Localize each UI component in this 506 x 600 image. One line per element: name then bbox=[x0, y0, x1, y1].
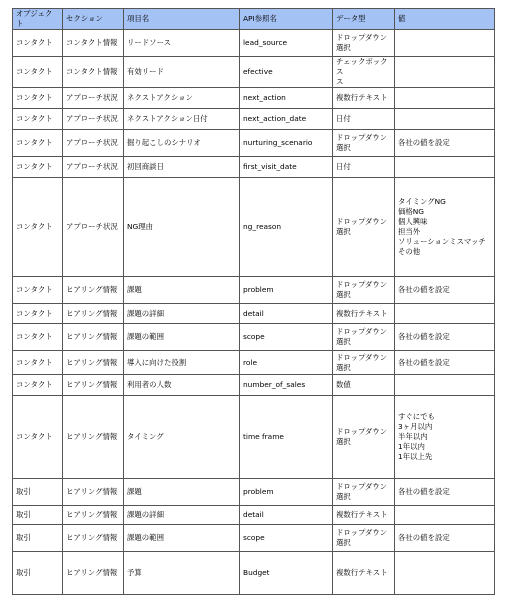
cell-data-type: 複数行テキスト bbox=[333, 506, 395, 525]
cell-object: コンタクト bbox=[13, 109, 63, 130]
cell-data-type: ドロップダウン 選択 bbox=[333, 324, 395, 351]
cell-value bbox=[395, 304, 495, 324]
cell-section: コンタクト情報 bbox=[63, 57, 124, 88]
cell-object: 取引 bbox=[13, 552, 63, 595]
table-row bbox=[13, 109, 495, 130]
cell-api-name: efective bbox=[240, 57, 333, 88]
cell-value bbox=[395, 552, 495, 595]
cell-data-type: ドロップダウン 選択 bbox=[333, 178, 395, 277]
cell-value bbox=[395, 88, 495, 109]
cell-object: コンタクト bbox=[13, 88, 63, 109]
cell-field-name: ネクストアクション日付 bbox=[124, 109, 240, 130]
cell-value: 各社の値を設定 bbox=[395, 525, 495, 552]
cell-api-name: problem bbox=[240, 479, 333, 506]
cell-object: コンタクト bbox=[13, 277, 63, 304]
cell-section: コンタクト情報 bbox=[63, 30, 124, 57]
cell-object: コンタクト bbox=[13, 351, 63, 375]
cell-value: すぐにでも 3ヶ月以内 半年以内 1年以内 1年以上先 bbox=[395, 396, 495, 479]
cell-api-name: problem bbox=[240, 277, 333, 304]
cell-section: ヒアリング情報 bbox=[63, 506, 124, 525]
cell-section: ヒアリング情報 bbox=[63, 304, 124, 324]
header-section: セクション bbox=[63, 9, 124, 30]
cell-value bbox=[395, 30, 495, 57]
cell-data-type: チェックボックス ス bbox=[333, 57, 395, 88]
header-row bbox=[13, 9, 495, 30]
cell-value bbox=[395, 375, 495, 396]
cell-section: ヒアリング情報 bbox=[63, 479, 124, 506]
cell-api-name: role bbox=[240, 351, 333, 375]
cell-value: 各社の値を設定 bbox=[395, 479, 495, 506]
cell-api-name: time frame bbox=[240, 396, 333, 479]
table-row bbox=[13, 396, 495, 479]
cell-data-type: ドロップダウン 選択 bbox=[333, 130, 395, 157]
cell-section: ヒアリング情報 bbox=[63, 351, 124, 375]
cell-value: 各社の値を設定 bbox=[395, 130, 495, 157]
cell-object: コンタクト bbox=[13, 157, 63, 178]
cell-object: コンタクト bbox=[13, 178, 63, 277]
cell-field-name: 課題 bbox=[124, 479, 240, 506]
cell-field-name: NG理由 bbox=[124, 178, 240, 277]
spec-sheet bbox=[12, 8, 495, 595]
cell-field-name: 予算 bbox=[124, 552, 240, 595]
cell-field-name: ネクストアクション bbox=[124, 88, 240, 109]
header-data-type: データ型 bbox=[333, 9, 395, 30]
cell-data-type: 日付 bbox=[333, 157, 395, 178]
cell-object: 取引 bbox=[13, 506, 63, 525]
cell-field-name: 課題の範囲 bbox=[124, 324, 240, 351]
cell-object: コンタクト bbox=[13, 30, 63, 57]
cell-value: 各社の値を設定 bbox=[395, 277, 495, 304]
cell-field-name: 課題の範囲 bbox=[124, 525, 240, 552]
table-row bbox=[13, 30, 495, 57]
cell-api-name: first_visit_date bbox=[240, 157, 333, 178]
table-row bbox=[13, 304, 495, 324]
cell-data-type: ドロップダウン 選択 bbox=[333, 277, 395, 304]
cell-section: ヒアリング情報 bbox=[63, 525, 124, 552]
cell-object: コンタクト bbox=[13, 130, 63, 157]
cell-section: アプローチ状況 bbox=[63, 130, 124, 157]
table-row bbox=[13, 88, 495, 109]
cell-section: ヒアリング情報 bbox=[63, 552, 124, 595]
table-row bbox=[13, 277, 495, 304]
cell-data-type: 複数行テキスト bbox=[333, 304, 395, 324]
cell-field-name: 課題の詳細 bbox=[124, 304, 240, 324]
cell-field-name: タイミング bbox=[124, 396, 240, 479]
cell-api-name: ng_reason bbox=[240, 178, 333, 277]
cell-api-name: lead_source bbox=[240, 30, 333, 57]
cell-data-type: 複数行テキスト bbox=[333, 552, 395, 595]
cell-field-name: 導入に向けた役割 bbox=[124, 351, 240, 375]
cell-api-name: detail bbox=[240, 506, 333, 525]
table-row bbox=[13, 351, 495, 375]
header-field-name: 項目名 bbox=[124, 9, 240, 30]
cell-data-type: ドロップダウン 選択 bbox=[333, 396, 395, 479]
cell-api-name: scope bbox=[240, 525, 333, 552]
cell-section: ヒアリング情報 bbox=[63, 396, 124, 479]
cell-object: コンタクト bbox=[13, 304, 63, 324]
cell-data-type: ドロップダウン 選択 bbox=[333, 351, 395, 375]
cell-api-name: next_action bbox=[240, 88, 333, 109]
cell-object: コンタクト bbox=[13, 324, 63, 351]
cell-value: タイミングNG 価格NG 個人興味 担当外 ソリューションミスマッチ その他 bbox=[395, 178, 495, 277]
table-row bbox=[13, 178, 495, 277]
cell-api-name: scope bbox=[240, 324, 333, 351]
cell-field-name: リードソース bbox=[124, 30, 240, 57]
field-spec-table bbox=[12, 8, 495, 595]
cell-object: 取引 bbox=[13, 479, 63, 506]
cell-section: アプローチ状況 bbox=[63, 157, 124, 178]
cell-section: アプローチ状況 bbox=[63, 109, 124, 130]
header-value: 値 bbox=[395, 9, 495, 30]
table-row bbox=[13, 552, 495, 595]
cell-api-name: detail bbox=[240, 304, 333, 324]
table-row bbox=[13, 525, 495, 552]
cell-object: コンタクト bbox=[13, 375, 63, 396]
table-row bbox=[13, 130, 495, 157]
header-api-name: API参照名 bbox=[240, 9, 333, 30]
cell-field-name: 課題 bbox=[124, 277, 240, 304]
cell-api-name: number_of_sales bbox=[240, 375, 333, 396]
table-row bbox=[13, 506, 495, 525]
cell-data-type: ドロップダウン 選択 bbox=[333, 479, 395, 506]
table-row bbox=[13, 375, 495, 396]
cell-api-name: nurturing_scenario bbox=[240, 130, 333, 157]
cell-value bbox=[395, 109, 495, 130]
cell-section: アプローチ状況 bbox=[63, 88, 124, 109]
cell-field-name: 掘り起こしのシナリオ bbox=[124, 130, 240, 157]
table-row bbox=[13, 57, 495, 88]
cell-field-name: 利用者の人数 bbox=[124, 375, 240, 396]
cell-object: コンタクト bbox=[13, 57, 63, 88]
cell-object: 取引 bbox=[13, 525, 63, 552]
cell-field-name: 有効リード bbox=[124, 57, 240, 88]
table-body bbox=[13, 30, 495, 595]
header-object: オブジェクト bbox=[13, 9, 63, 30]
table-row bbox=[13, 157, 495, 178]
table-row bbox=[13, 324, 495, 351]
cell-api-name: next_action_date bbox=[240, 109, 333, 130]
cell-data-type: 複数行テキスト bbox=[333, 88, 395, 109]
cell-value bbox=[395, 506, 495, 525]
table-row bbox=[13, 479, 495, 506]
cell-value: 各社の値を設定 bbox=[395, 351, 495, 375]
cell-value bbox=[395, 157, 495, 178]
cell-api-name: Budget bbox=[240, 552, 333, 595]
cell-field-name: 初回商談日 bbox=[124, 157, 240, 178]
cell-data-type: 数値 bbox=[333, 375, 395, 396]
cell-value: 各社の値を設定 bbox=[395, 324, 495, 351]
cell-data-type: ドロップダウン 選択 bbox=[333, 525, 395, 552]
cell-data-type: 日付 bbox=[333, 109, 395, 130]
cell-section: アプローチ状況 bbox=[63, 178, 124, 277]
cell-section: ヒアリング情報 bbox=[63, 375, 124, 396]
cell-object: コンタクト bbox=[13, 396, 63, 479]
cell-value bbox=[395, 57, 495, 88]
cell-data-type: ドロップダウン 選択 bbox=[333, 30, 395, 57]
cell-section: ヒアリング情報 bbox=[63, 277, 124, 304]
cell-field-name: 課題の詳細 bbox=[124, 506, 240, 525]
cell-section: ヒアリング情報 bbox=[63, 324, 124, 351]
